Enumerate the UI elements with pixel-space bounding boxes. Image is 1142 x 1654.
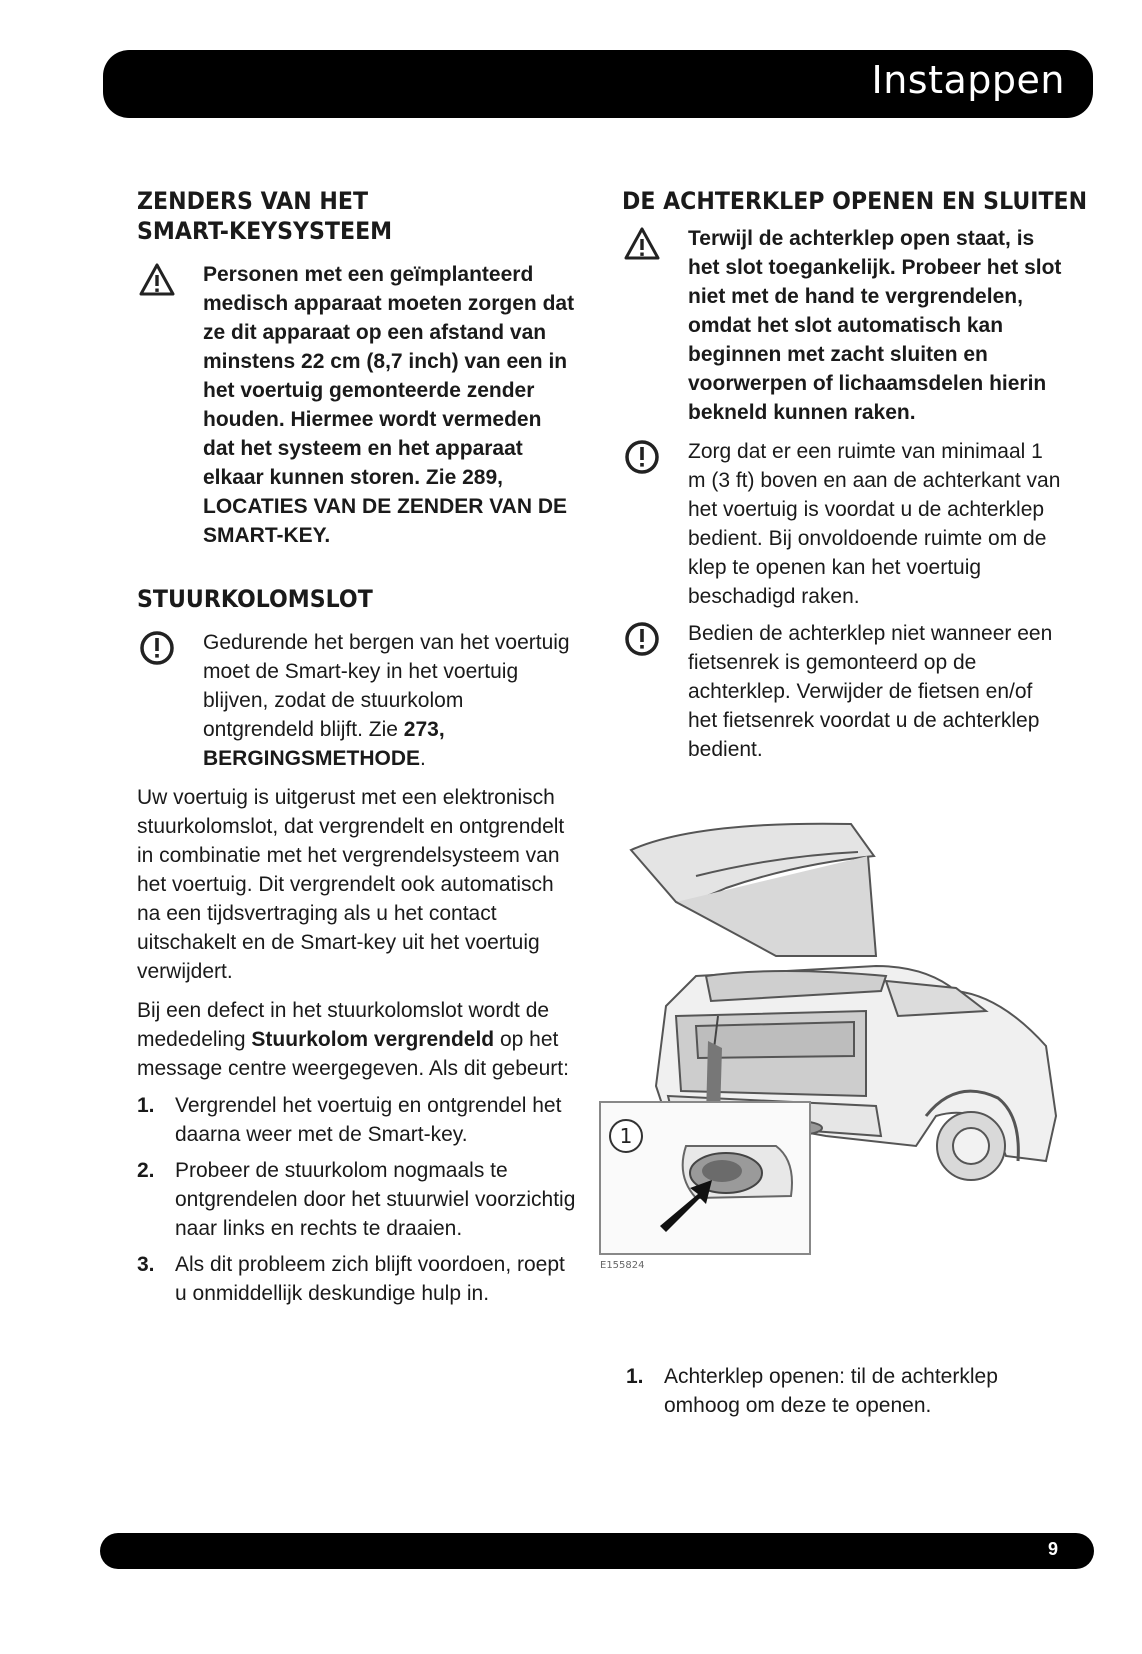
section-heading-smartkey: ZENDERS VAN HET SMART-KEYSYSTEEM xyxy=(137,187,393,245)
list-item: 1. Vergrendel het voertuig en ontgrendel het daarna weer met de Smart-key. xyxy=(137,1094,562,1146)
warning-notice xyxy=(622,224,1066,427)
list-item: 1. Achterklep openen: til de achterklep omhoog om deze te openen. xyxy=(626,1365,998,1417)
paragraph-description: Uw voertuig is uitgerust met een elektronisch stuurkolomslot, dat vergrendelt en ontgrendelt in combinatie met het vergrendelsysteem van het voertuig. Dit vergrendelt ook automatisch na een tijdsvertraging als u het contact uitschakelt en de Smart-key uit het voertuig verwijdert. xyxy=(137,786,565,983)
caution-circle-icon xyxy=(622,619,662,659)
section-heading-steering-lock: STUURKOLOMSLOT xyxy=(137,585,373,613)
left-column xyxy=(137,186,577,1308)
footer-bar xyxy=(100,1533,1094,1569)
warning-triangle-icon xyxy=(137,260,177,300)
page-number: 9 xyxy=(1047,1539,1058,1559)
list-item: 2. Probeer de stuurkolom nogmaals te ontgrendelen door het stuurwiel voorzichtig naar links en rechts te draaien. xyxy=(137,1159,576,1240)
caution-text: Bedien de achterklep niet wanneer een fietsenrek is gemonteerd op de achterklep. Verwijder de fietsen en/of het fietsenrek voordat u de achterklep bedient. xyxy=(688,622,1053,761)
message-text: Stuurkolom vergrendeld xyxy=(251,1028,495,1051)
caution-notice xyxy=(622,619,1066,764)
caution-circle-icon xyxy=(137,628,177,668)
car-rear-drawing xyxy=(600,816,1066,1328)
caution-circle-icon xyxy=(622,437,662,477)
warning-text: Personen met een geïmplanteerd medisch apparaat moeten zorgen dat ze dit apparaat op een afstand van minstens 22 cm (8,7 inch) van een in het voertuig gemonteerde zender houden. Hiermee wordt vermeden dat het systeem en het apparaat elkaar kunnen storen. Zie 289, LOCATIES VAN DE ZENDER VAN DE SMART-KEY. xyxy=(203,263,575,547)
right-column xyxy=(622,186,1088,764)
caution-text: Zorg dat er een ruimte van minimaal 1 m (3 ft) boven en aan de achterkant van het voertuig is voordat u de achterklep bedient. Bij onvoldoende ruimte om de klep te openen kan het voertuig beschadigd raken. xyxy=(688,440,1061,608)
warning-triangle-icon xyxy=(622,224,662,264)
list-item: 3. Als dit probleem zich blijft voordoen, roept u onmiddellijk deskundige hulp in. xyxy=(137,1253,565,1305)
callout-number: 1 xyxy=(619,1124,633,1148)
caution-notice xyxy=(137,628,577,773)
caution-text: Gedurende het bergen van het voertuig moet de Smart-key in het voertuig blijven, zodat de stuurkolom ontgrendeld blijft. Zie 273, BERGINGSMETHODE. xyxy=(203,631,570,770)
caution-notice xyxy=(622,437,1066,611)
callout-number-badge xyxy=(610,1120,642,1152)
header-bar xyxy=(103,50,1093,118)
page-title: Instappen xyxy=(871,58,1065,102)
section-heading-tailgate: DE ACHTERKLEP OPENEN EN SLUITEN xyxy=(622,187,1088,215)
tailgate-steps-list xyxy=(626,1362,1066,1420)
warning-notice xyxy=(137,260,577,550)
cross-reference-link: 273, BERGINGSMETHODE xyxy=(203,718,445,770)
figure-code: E155824 xyxy=(600,1260,645,1271)
tailgate-illustration xyxy=(600,816,1066,1328)
warning-text: Terwijl de achterklep open staat, is het slot toegankelijk. Probeer het slot niet met de hand te vergrendelen, omdat het slot automatisch kan beginnen met zacht sluiten en voorwerpen of lichaamsdelen hierin bekneld kunnen raken. xyxy=(688,227,1062,424)
steps-list xyxy=(137,1091,577,1308)
paragraph-defect: Bij een defect in het stuurkolomslot wordt de mededeling Stuurkolom vergrendeld op het message centre weergegeven. Als dit gebeurt: xyxy=(137,999,569,1080)
